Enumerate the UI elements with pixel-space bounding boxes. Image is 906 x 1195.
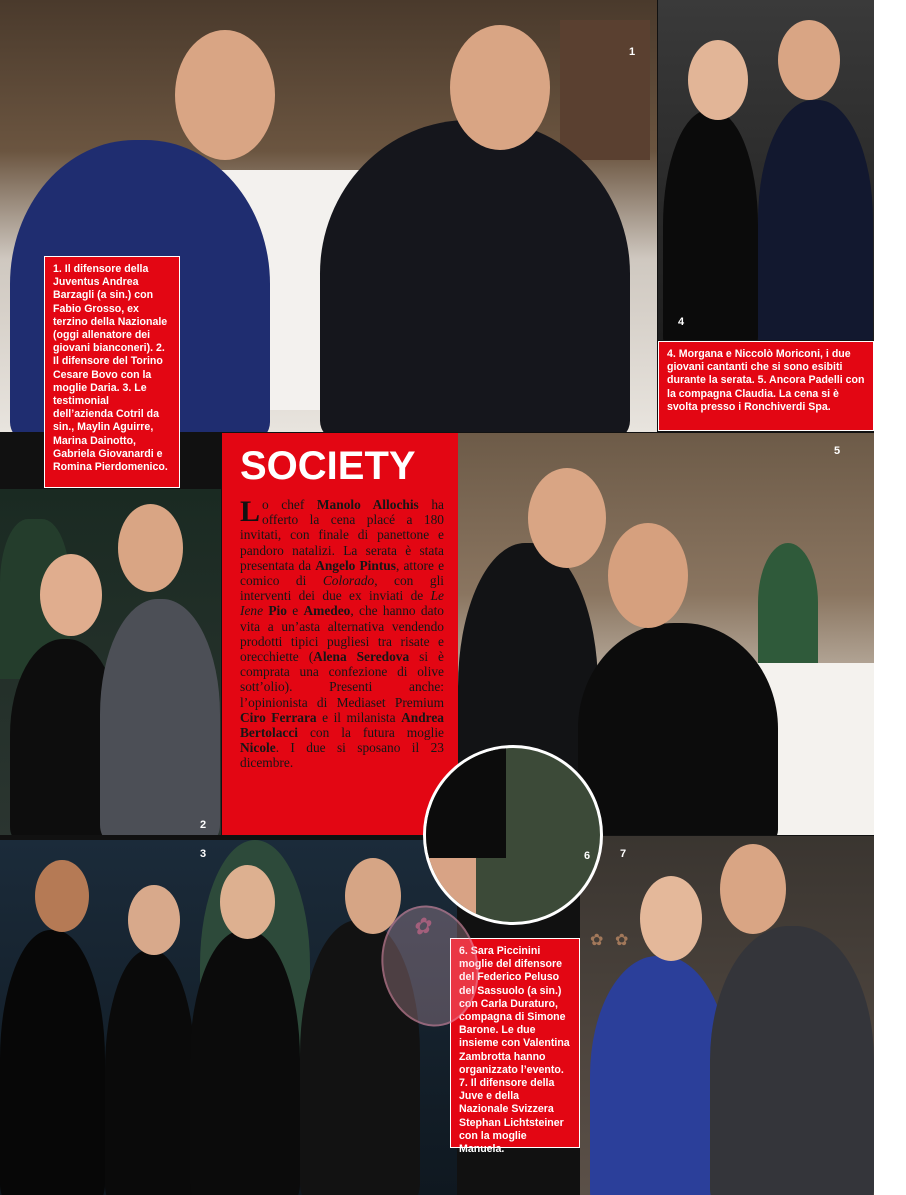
caption-4-text: 4. Morgana e Niccolò Moriconi, i due giovani cantanti che si sono esibiti durante la serata. 5. Ancora Padelli con la compagna Claudia. La cena si è svolta presso i Ronchiverdi Spa. bbox=[667, 348, 865, 413]
photo-number-5: 5 bbox=[834, 445, 841, 457]
society-article bbox=[222, 433, 458, 835]
photo-number-2: 2 bbox=[200, 819, 207, 831]
caption-6-text: 6. Sara Piccinini moglie del difensore del Federico Peluso del Sassuolo (a sin.) con Carla Duraturo, compagna di Simone Barone. Le due insieme con Valentina Zambrotta hanno organizzato l’evento. 7. Il difensore della Juve e della Nazionale Svizzera Stephan Lichtsteiner con la moglie Manuela. bbox=[459, 945, 570, 1156]
name-ciro-ferrara: Ciro Ferrara bbox=[240, 709, 317, 725]
photo-3-four-women bbox=[0, 840, 457, 1195]
show-colorado: Colorado bbox=[322, 573, 375, 589]
caption-photos-4-5 bbox=[658, 341, 874, 431]
photo-number-7: 7 bbox=[620, 848, 627, 860]
name-manolo-allochis: Manolo Allochis bbox=[316, 497, 419, 512]
name-alena-seredova: Alena Seredova bbox=[313, 649, 410, 665]
photo-4-singers bbox=[658, 0, 874, 340]
name-nicole: Nicole bbox=[240, 740, 276, 756]
name-andrea-bertolacci: Andrea Bertolacci bbox=[240, 709, 444, 741]
photo-7-couple bbox=[580, 836, 874, 1195]
photo-number-4: 4 bbox=[678, 316, 685, 328]
watermark-logo-2: ✿ ✿ bbox=[590, 930, 632, 949]
photo-2-couple bbox=[0, 489, 221, 835]
name-angelo-pintus: Angelo Pintus bbox=[315, 557, 396, 573]
caption-photos-1-2-3 bbox=[44, 256, 180, 488]
name-amedeo: Amedeo bbox=[303, 603, 351, 619]
article-body: Lo chef Manolo Allochis ha offerto la cena placé a 180 invitati, con finale di panettone e pandoro natalizi. La serata è stata presentata da Angelo Pintus, attore e comico di Colorado, con gli interventi dei due ex inviati de Le Iene Pio e Amedeo, che hanno dato vita a un’asta alternativa vendendo prodotti tipici pugliesi tra risate e orecchiette (Alena Seredova si è comprata una confezione di olive sott’olio). Presenti anche: l’opinionista di Mediaset Premium Ciro Ferrara e il milanista Andrea Bertolacci con la futura moglie Nicole. I due si sposano il 23 dicembre. bbox=[240, 495, 445, 771]
article-dropcap: L bbox=[240, 495, 261, 528]
show-le-iene: Le Iene bbox=[240, 588, 444, 619]
photo-number-1: 1 bbox=[629, 46, 636, 58]
watermark-logo: ✿ bbox=[370, 896, 489, 1035]
photo-number-3: 3 bbox=[200, 848, 207, 860]
name-pio: Pio bbox=[268, 603, 287, 619]
section-title: SOCIETY bbox=[240, 444, 416, 488]
photo-6-circle-inset bbox=[423, 745, 603, 925]
caption-1-text: 1. Il difensore della Juventus Andrea Barzagli (a sin.) con Fabio Grosso, ex terzino della Nazionale (oggi allenatore dei giovani bianconeri). 2. Il difensore del Torino Cesare Bovo con la moglie Daria. 3. Le testimonial dell’azienda Cotril da sin., Maylin Aguirre, Marina Dainotto, Gabriela Giovanardi e Romina Pierdomenico. bbox=[53, 263, 168, 474]
photo-number-6: 6 bbox=[584, 850, 591, 862]
